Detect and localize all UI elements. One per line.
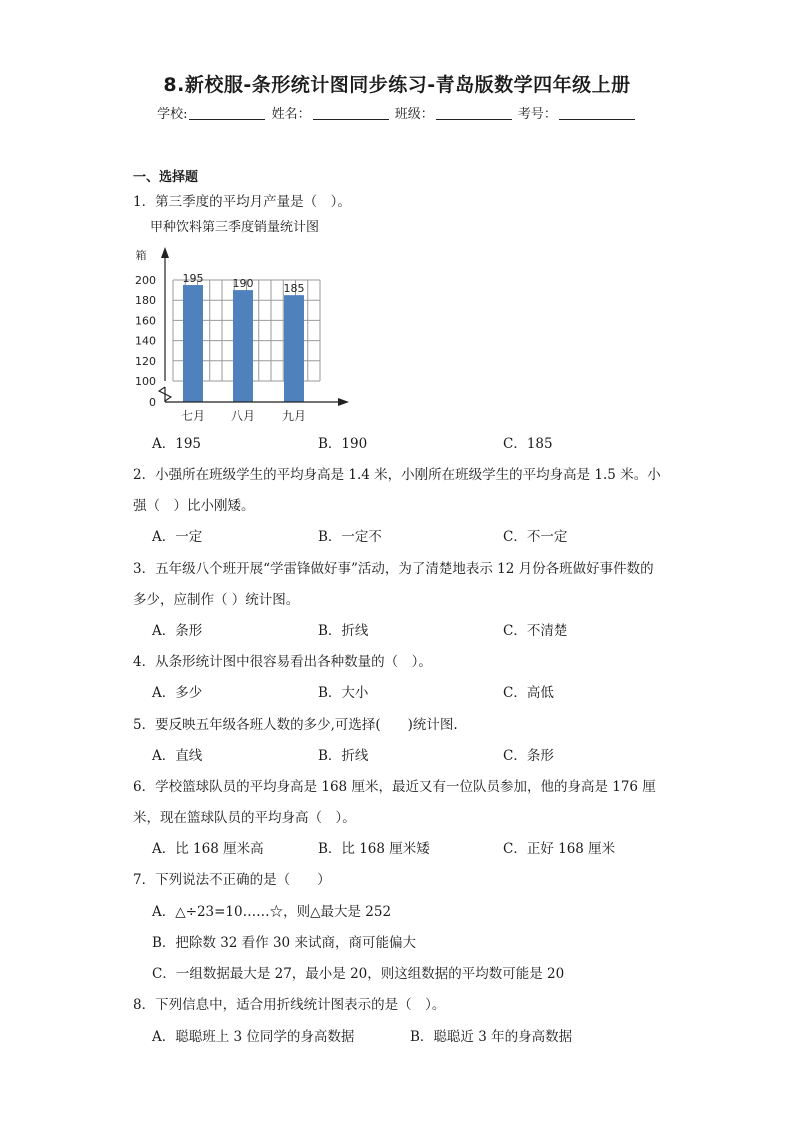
q1-option-a[interactable]: A．195 — [152, 436, 202, 452]
name-label: 姓名： — [271, 107, 311, 122]
q4-option-b[interactable]: B．大小 — [318, 685, 369, 701]
exam-number-label: 考号： — [517, 107, 557, 122]
x-axis-arrow — [338, 398, 349, 406]
q4-option-a[interactable]: A．多少 — [152, 685, 203, 701]
question-3-line-2: 多少，应制作（ ）统计图。 — [133, 592, 300, 608]
q5-option-c[interactable]: C．条形 — [503, 748, 554, 764]
y-tick-label: 200 — [135, 274, 156, 287]
q2-option-a[interactable]: A．一定 — [152, 529, 203, 545]
q4-option-c[interactable]: C．高低 — [503, 685, 554, 701]
q3-option-a[interactable]: A．条形 — [152, 623, 203, 639]
q2-option-b[interactable]: B．一定不 — [318, 529, 382, 545]
q7-option-c[interactable]: C．一组数据最大是 27，最小是 20，则这组数据的平均数可能是 20 — [152, 966, 565, 982]
question-6-line-2: 米，现在篮球队员的平均身高（ ）。 — [133, 810, 356, 826]
question-6-line-1: 6．学校篮球队员的平均身高是 168 厘米，最近又有一位队员参加，他的身高是 176 厘 — [133, 779, 656, 795]
student-info-line — [0, 103, 794, 122]
y-tick-label: 120 — [135, 354, 156, 368]
school-label: 学校: — [157, 107, 188, 122]
exam-number-blank — [559, 107, 635, 120]
q6-option-b[interactable]: B．比 168 厘米矮 — [318, 841, 430, 857]
category-label: 八月 — [230, 409, 256, 423]
y-axis-label: 箱 — [135, 249, 147, 262]
question-4-stem: 4．从条形统计图中很容易看出各种数量的（ ）。 — [133, 654, 432, 670]
y-tick-label: 140 — [135, 334, 156, 348]
bar-value-label: 190 — [232, 277, 254, 291]
class-blank — [436, 107, 512, 120]
chart-title: 甲种饮料第三季度销量统计图 — [150, 220, 320, 235]
bar-chart — [120, 238, 360, 434]
chart-labels — [135, 249, 306, 423]
bar — [183, 285, 203, 402]
question-3-line-1: 3．五年级八个班开展“学雷锋做好事”活动，为了清楚地表示 12 月份各班做好事件数的 — [133, 561, 654, 577]
y-tick-label: 0 — [149, 396, 156, 409]
y-tick-label: 100 — [135, 375, 156, 388]
bar — [284, 295, 304, 402]
y-tick-label: 180 — [135, 294, 156, 308]
q1-option-b[interactable]: B．190 — [318, 436, 368, 452]
section-heading: 一、选择题 — [133, 170, 199, 185]
q1-option-c[interactable]: C．185 — [503, 436, 553, 452]
category-label: 九月 — [281, 409, 307, 423]
y-axis-arrow — [161, 247, 169, 258]
q6-option-a[interactable]: A．比 168 厘米高 — [152, 841, 264, 857]
question-2-line-2: 强（ ）比小刚矮。 — [133, 498, 255, 514]
question-2-line-1: 2．小强所在班级学生的平均身高是 1.4 米，小刚所在班级学生的平均身高是 1.5 米。小 — [133, 467, 661, 483]
bar-value-label: 185 — [283, 282, 305, 296]
q5-option-a[interactable]: A．直线 — [152, 748, 203, 764]
q6-option-c[interactable]: C．正好 168 厘米 — [503, 841, 616, 857]
bar — [233, 290, 253, 402]
q2-option-c[interactable]: C．不一定 — [503, 529, 568, 545]
question-5-stem: 5．要反映五年级各班人数的多少,可选择( )统计图. — [133, 717, 458, 733]
name-blank — [313, 107, 389, 120]
chart-bars — [183, 285, 304, 402]
category-label: 七月 — [180, 409, 206, 423]
q7-option-a[interactable]: A．△÷23=10……☆，则△最大是 252 — [152, 904, 392, 920]
q5-option-b[interactable]: B．折线 — [318, 748, 369, 764]
question-1-stem: 1．第三季度的平均月产量是（ ）。 — [133, 194, 351, 210]
q3-option-c[interactable]: C．不清楚 — [503, 623, 568, 639]
q3-option-b[interactable]: B．折线 — [318, 623, 369, 639]
y-tick-label: 160 — [135, 314, 156, 328]
q7-option-b[interactable]: B．把除数 32 看作 30 来试商，商可能偏大 — [152, 935, 416, 951]
q8-option-a[interactable]: A．聪聪班上 3 位同学的身高数据 — [152, 1029, 355, 1045]
question-7-stem: 7．下列说法不正确的是（ ） — [133, 872, 331, 888]
question-8-stem: 8．下列信息中，适合用折线统计图表示的是（ ）。 — [133, 997, 446, 1013]
school-blank — [189, 107, 265, 120]
class-label: 班级： — [394, 107, 434, 122]
q8-option-b[interactable]: B．聪聪近 3 年的身高数据 — [410, 1029, 573, 1045]
page-title: 8.新校服-条形统计图同步练习-青岛版数学四年级上册 — [163, 74, 631, 96]
bar-value-label: 195 — [182, 272, 204, 286]
